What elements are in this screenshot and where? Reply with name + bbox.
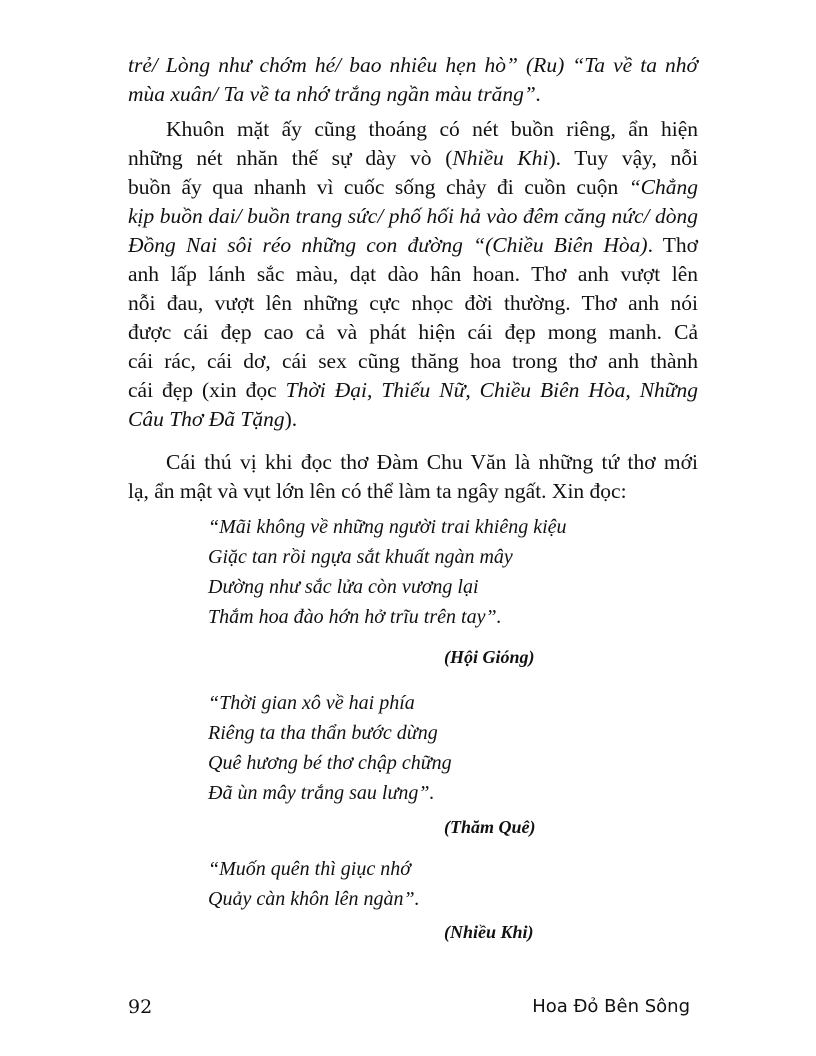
text-span: ). (284, 407, 298, 431)
text-line: cái rác, cái dơ, cái sex cũng thăng hoa trong thơ anh thành (128, 349, 698, 373)
verse-line: Riêng ta tha thẩn bước dừng (208, 722, 438, 744)
poem-source: (Nhiều Khi) (444, 922, 534, 942)
verse-line: Thắm hoa đào hớn hở trĩu trên tay”. (208, 606, 502, 628)
text-line: mùa xuân/ Ta về ta nhớ trắng ngần màu trăng”. (128, 82, 542, 106)
text-line (128, 376, 698, 405)
poem-title-list: Thời Đại, Thiếu Nữ, Chiều Biên Hòa, Những (285, 378, 699, 402)
paragraph-first-line: Khuôn mặt ấy cũng thoáng có nét buồn riêng, ẩn hiện (166, 117, 698, 141)
page-number: 92 (128, 996, 153, 1018)
poem-source: (Hội Gióng) (444, 647, 535, 667)
verse-line: “Mãi không về những người trai khiêng kiệu (208, 516, 567, 538)
verse-line: “Muốn quên thì giục nhớ (208, 858, 411, 880)
text-line: lạ, ẩn mật và vụt lớn lên có thể làm ta ngây ngất. Xin đọc: (128, 479, 627, 503)
verse-line: Dường như sắc lửa còn vương lại (208, 576, 479, 598)
poem-title-ref: Nhiều Khi (452, 146, 549, 170)
text-span: buồn ấy qua nhanh vì cuốc sống chảy đi cuồn cuộn (128, 175, 629, 199)
text-line (128, 405, 698, 434)
text-span: . Thơ (647, 233, 698, 257)
verse-line: “Thời gian xô về hai phía (208, 692, 415, 714)
verse-line: Quảy càn khôn lên ngàn”. (208, 888, 420, 910)
running-title: Hoa Đỏ Bên Sông (532, 996, 690, 1017)
quote-span: Đồng Nai sôi réo những con đường “(Chiều Biên Hòa) (128, 233, 648, 257)
poem-source: (Thăm Quê) (444, 817, 536, 837)
poem-title-ref: Câu Thơ Đã Tặng (128, 407, 285, 431)
text-line: được cái đẹp cao cả và phát hiện cái đẹp mong manh. Cả (128, 320, 698, 344)
text-line: trẻ/ Lòng như chớm hé/ bao nhiêu hẹn hò” (Ru) “Ta về ta nhớ (128, 53, 698, 77)
paragraph-first-line: Cái thú vị khi đọc thơ Đàm Chu Văn là những tứ thơ mới (166, 450, 698, 474)
text-line: nỗi đau, vượt lên những cực nhọc đời thường. Thơ anh nói (128, 291, 698, 315)
text-line (128, 173, 698, 202)
text-line (128, 231, 698, 260)
text-span: ). Tuy vậy, nỗi (548, 146, 698, 170)
verse-line: Giặc tan rồi ngựa sắt khuất ngàn mây (208, 546, 513, 568)
verse-line: Đã ùn mây trắng sau lưng”. (208, 782, 435, 804)
verse-line: Quê hương bé thơ chập chững (208, 752, 452, 774)
text-line (128, 144, 698, 173)
text-line: kịp buồn dai/ buồn trang sức/ phố hối hả vào đêm căng nức/ dòng (128, 204, 698, 228)
text-span: cái đẹp (xin đọc (128, 378, 286, 402)
quote-span: “Chẳng (628, 175, 698, 199)
text-span: những nét nhăn thế sự dày vò ( (128, 146, 453, 170)
text-line: anh lấp lánh sắc màu, dạt dào hân hoan. Thơ anh vượt lên (128, 262, 698, 286)
